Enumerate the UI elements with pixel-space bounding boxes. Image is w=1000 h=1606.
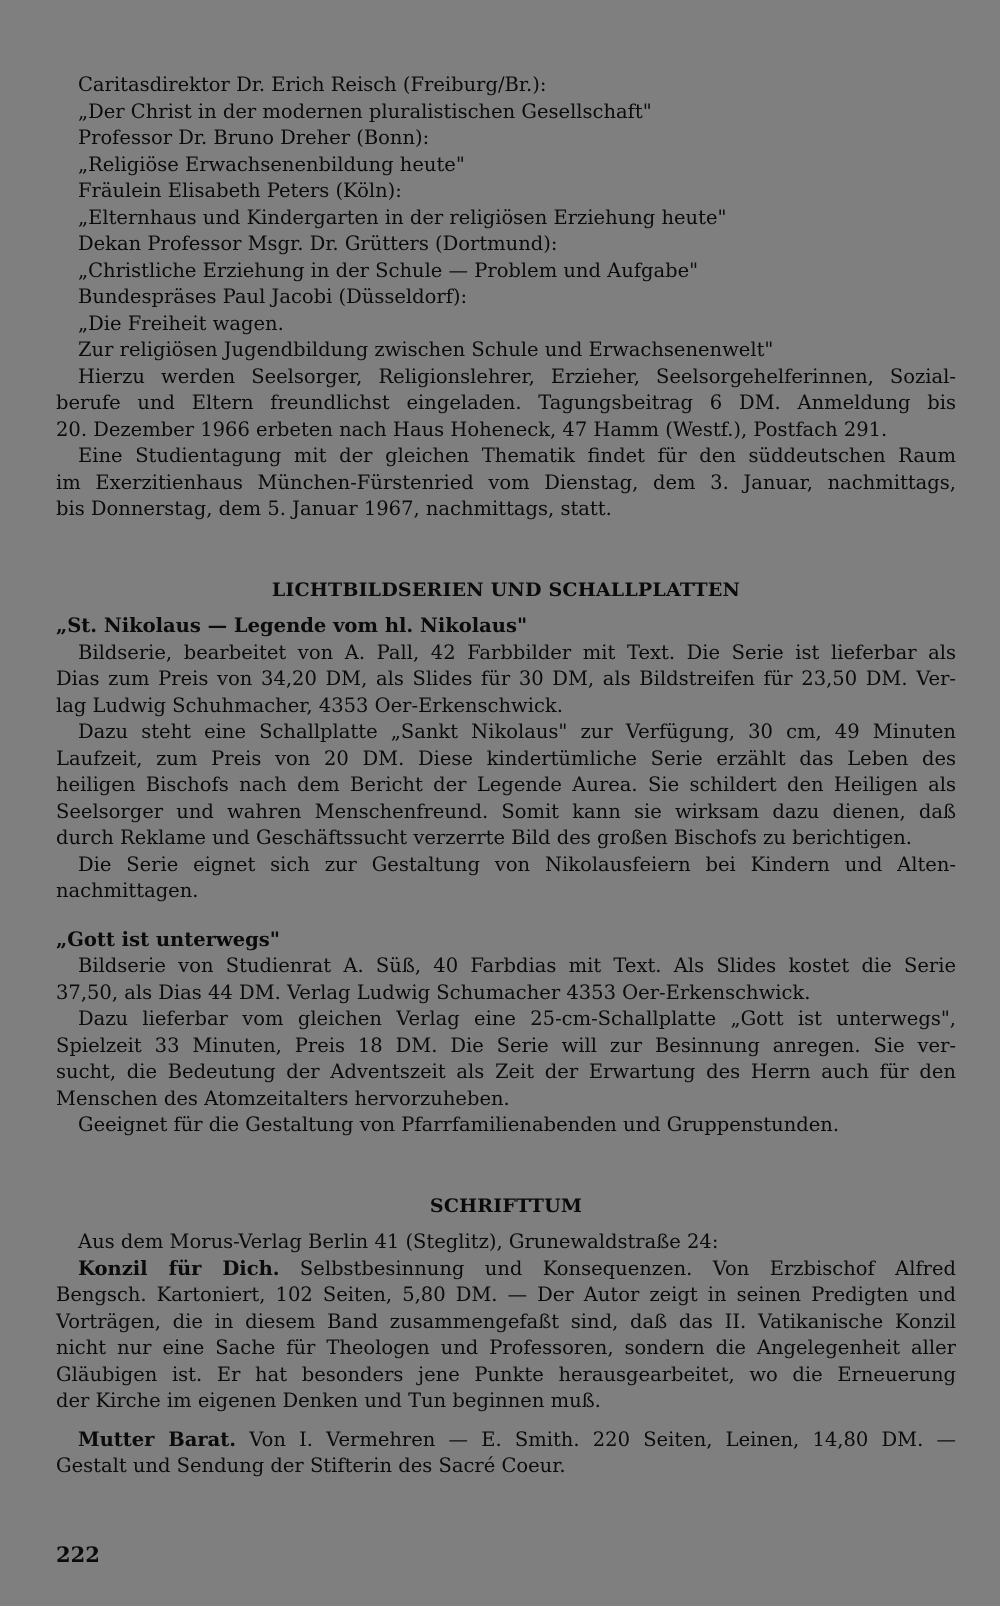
text-line: Laufzeit, zum Preis von 20 DM. Diese kindertümliche Serie erzählt das Leben des	[56, 746, 956, 770]
text-line: nachmittagen.	[56, 879, 199, 902]
text-line: der Kirche im eigenen Denken und Tun beginnen muß.	[56, 1389, 601, 1412]
text-line: Hierzu werden Seelsorger, Religionslehrer, Erzieher, Seelsorgehelferinnen, Sozial-	[78, 364, 956, 388]
book-title: Mutter Barat.	[78, 1427, 237, 1451]
text-line: Gläubigen ist. Er hat besonders jene Punkte herausgearbeitet, wo die Erneuerung	[56, 1362, 956, 1386]
book-text: Von I. Vermehren — E. Smith. 220 Seiten, Leinen, 14,80 DM. —	[236, 1427, 956, 1451]
book-title: Konzil für Dich.	[78, 1256, 280, 1280]
text-line: Aus dem Morus-Verlag Berlin 41 (Steglitz), Grunewaldstraße 24:	[78, 1230, 719, 1253]
book-text: Selbstbesinnung und Konsequenzen. Von Erzbischof Alfred	[279, 1256, 956, 1280]
page-content	[56, 72, 956, 1480]
text-line: Eine Studientagung mit der gleichen Thematik findet für den süddeutschen Raum	[78, 444, 956, 467]
item-title: „St. Nikolaus — Legende vom hl. Nikolaus"	[56, 614, 528, 637]
section-heading: SCHRIFTTUM	[429, 1194, 583, 1217]
text-line: Menschen des Atomzeitalters hervorzuheben.	[56, 1086, 510, 1110]
page-number: 222	[56, 1542, 100, 1567]
text-line: Die Serie eignet sich zur Gestaltung von Nikolausfeiern bei Kindern und Alten-	[78, 852, 956, 876]
text-line: sucht, die Bedeutung der Adventszeit als Zeit der Erwartung des Herrn auch für den	[56, 1060, 956, 1083]
publisher-line	[56, 1229, 956, 1256]
studientagung-paragraph	[56, 443, 956, 523]
text-line	[56, 1256, 956, 1283]
text-line: Bildserie von Studienrat A. Süß, 40 Farbdias mit Text. Als Slides kostet die Serie	[78, 954, 956, 977]
text-line: Vorträgen, die in diesem Band zusammengefaßt sind, daß das II. Vatikanische Konzil	[56, 1309, 956, 1333]
text-line: im Exerzitienhaus München-Fürstenried vom Dienstag, dem 3. Januar, nachmittags,	[56, 470, 956, 494]
invitation-paragraph	[56, 364, 956, 444]
text-line: lag Ludwig Schuhmacher, 4353 Oer-Erkenschwick.	[56, 693, 563, 717]
item-paragraph	[56, 640, 956, 720]
text-line: Geeignet für die Gestaltung von Pfarrfamilienabenden und Gruppenstunden.	[78, 1113, 840, 1136]
text-line	[56, 1427, 956, 1454]
program-list	[78, 72, 956, 364]
text-line: durch Reklame und Geschäftssucht verzerrte Bild des großen Bischofs zu berichtigen.	[56, 826, 912, 849]
book-entry	[56, 1256, 956, 1415]
text-line: bis Donnerstag, dem 5. Januar 1967, nachmittags, statt.	[56, 497, 612, 520]
text-line: Gestalt und Sendung der Stifterin des Sacré Coeur.	[56, 1454, 566, 1477]
program-line: „Die Freiheit wagen.	[78, 311, 284, 335]
text-line: Seelsorger und wahren Menschenfreund. Somit kann sie wirksam dazu dienen, daß	[56, 799, 956, 823]
text-line: heiligen Bischofs nach dem Bericht der Legende Aurea. Sie schildert den Heiligen als	[56, 773, 956, 796]
text-line: nicht nur eine Sache für Theologen und Professoren, sondern die Angelegenheit aller	[56, 1336, 956, 1359]
text-line: berufe und Eltern freundlichst eingeladen. Tagungsbeitrag 6 DM. Anmeldung bis	[56, 391, 956, 414]
text-line: 37,50, als Dias 44 DM. Verlag Ludwig Schumacher 4353 Oer-Erkenschwick.	[56, 980, 811, 1004]
item-paragraph	[56, 1006, 956, 1112]
program-line: Caritasdirektor Dr. Erich Reisch (Freiburg/Br.):	[78, 73, 547, 96]
text-line: Spielzeit 33 Minuten, Preis 18 DM. Die Serie will zur Besinnung anregen. Sie ver-	[56, 1033, 956, 1057]
item-paragraph	[56, 719, 956, 852]
program-line: Zur religiösen Jugendbildung zwischen Schule und Erwachsenenwelt"	[78, 338, 774, 361]
section-heading: LICHTBILDSERIEN UND SCHALLPLATTEN	[271, 578, 741, 601]
book-entry	[56, 1427, 956, 1480]
text-line: Dazu steht eine Schallplatte „Sankt Nikolaus" zur Verfügung, 30 cm, 49 Minuten	[78, 720, 956, 743]
item-title: „Gott ist unterwegs"	[56, 927, 280, 951]
item-paragraph	[56, 852, 956, 905]
program-line: „Christliche Erziehung in der Schule — Problem und Aufgabe"	[78, 258, 699, 282]
text-line: Dazu lieferbar vom gleichen Verlag eine 25-cm-Schallplatte „Gott ist unterwegs",	[78, 1007, 956, 1030]
item-paragraph	[56, 953, 956, 1006]
program-line: Dekan Professor Msgr. Dr. Grütters (Dortmund):	[78, 232, 558, 255]
text-line: Bengsch. Kartoniert, 102 Seiten, 5,80 DM. — Der Autor zeigt in seinen Predigten und	[56, 1283, 956, 1306]
text-line: Dias zum Preis von 34,20 DM, als Slides für 30 DM, als Bildstreifen für 23,50 DM. Ver-	[56, 667, 956, 690]
program-line: Professor Dr. Bruno Dreher (Bonn):	[78, 126, 430, 149]
text-line: 20. Dezember 1966 erbeten nach Haus Hoheneck, 47 Hamm (Westf.), Postfach 291.	[56, 417, 888, 441]
program-line: „Der Christ in der modernen pluralistischen Gesellschaft"	[78, 99, 652, 123]
program-line: Bundespräses Paul Jacobi (Düsseldorf):	[78, 285, 468, 308]
program-line: „Religiöse Erwachsenenbildung heute"	[78, 152, 465, 176]
item-paragraph	[56, 1112, 956, 1139]
program-line: Fräulein Elisabeth Peters (Köln):	[78, 179, 402, 202]
text-line: Bildserie, bearbeitet von A. Pall, 42 Farbbilder mit Text. Die Serie ist lieferbar als	[78, 640, 956, 664]
program-line: „Elternhaus und Kindergarten in der religiösen Erziehung heute"	[78, 205, 727, 229]
